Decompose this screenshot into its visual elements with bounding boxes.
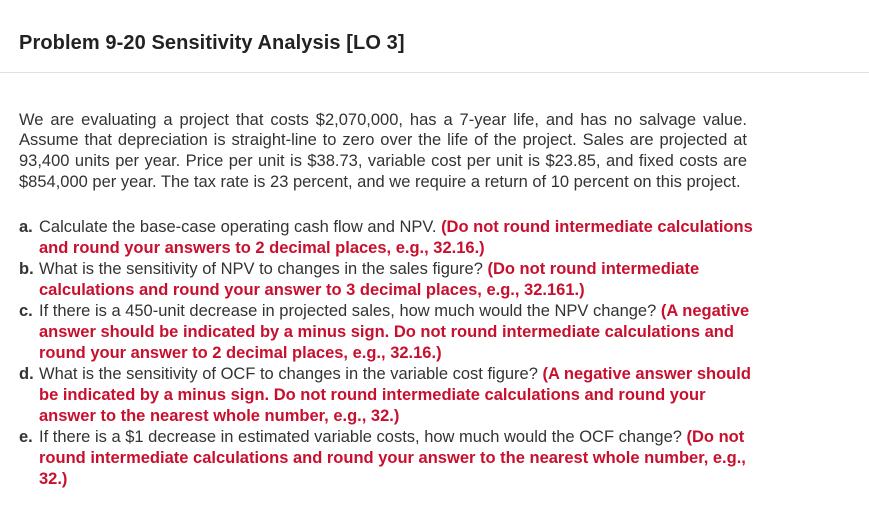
rounding-instruction: (Do not round intermediate calculations and round your answer to the nearest whole number, e.g., 32.) bbox=[39, 428, 746, 488]
question-text: Calculate the base-case operating cash flow and NPV. bbox=[39, 218, 442, 236]
question-d bbox=[19, 364, 759, 427]
title-divider bbox=[0, 72, 869, 73]
question-c bbox=[19, 301, 759, 364]
question-letter: a. bbox=[19, 218, 33, 236]
question-text: If there is a 450-unit decrease in projected sales, how much would the NPV change? bbox=[39, 302, 661, 320]
question-e bbox=[19, 427, 759, 490]
question-letter: c. bbox=[19, 302, 33, 320]
rounding-instruction: (A negative answer should be indicated by a minus sign. Do not round intermediate calculations and round your answer to 2 decimal places, e.g., 32.16.) bbox=[39, 302, 750, 362]
problem-intro: We are evaluating a project that costs $2,070,000, has a 7-year life, and has no salvage value. Assume that depreciation is straight-line to zero over the life of the project. Sales are projected at 93,400 units per year. Price per unit is $38.73, variable cost per unit is $23.85, and fixed costs are $854,000 per year. The tax rate is 23 percent, and we require a return of 10 percent on this project. bbox=[19, 110, 747, 191]
question-text: What is the sensitivity of OCF to changes in the variable cost figure? bbox=[39, 365, 543, 383]
question-list bbox=[19, 217, 759, 490]
question-b bbox=[19, 259, 759, 301]
question-letter: d. bbox=[19, 365, 34, 383]
question-text: What is the sensitivity of NPV to changes in the sales figure? bbox=[39, 260, 488, 278]
question-text: If there is a $1 decrease in estimated variable costs, how much would the OCF change? bbox=[39, 428, 687, 446]
question-letter: e. bbox=[19, 428, 33, 446]
question-a bbox=[19, 217, 759, 259]
problem-title: Problem 9-20 Sensitivity Analysis [LO 3] bbox=[19, 32, 405, 54]
rounding-instruction: (Do not round intermediate calculations and round your answers to 2 decimal places, e.g., 32.16.) bbox=[39, 218, 753, 257]
question-letter: b. bbox=[19, 260, 34, 278]
rounding-instruction: (A negative answer should be indicated by a minus sign. Do not round intermediate calculations and round your answer to the nearest whole number, e.g., 32.) bbox=[39, 365, 751, 425]
rounding-instruction: (Do not round intermediate calculations and round your answer to 3 decimal places, e.g., 32.161.) bbox=[39, 260, 700, 299]
